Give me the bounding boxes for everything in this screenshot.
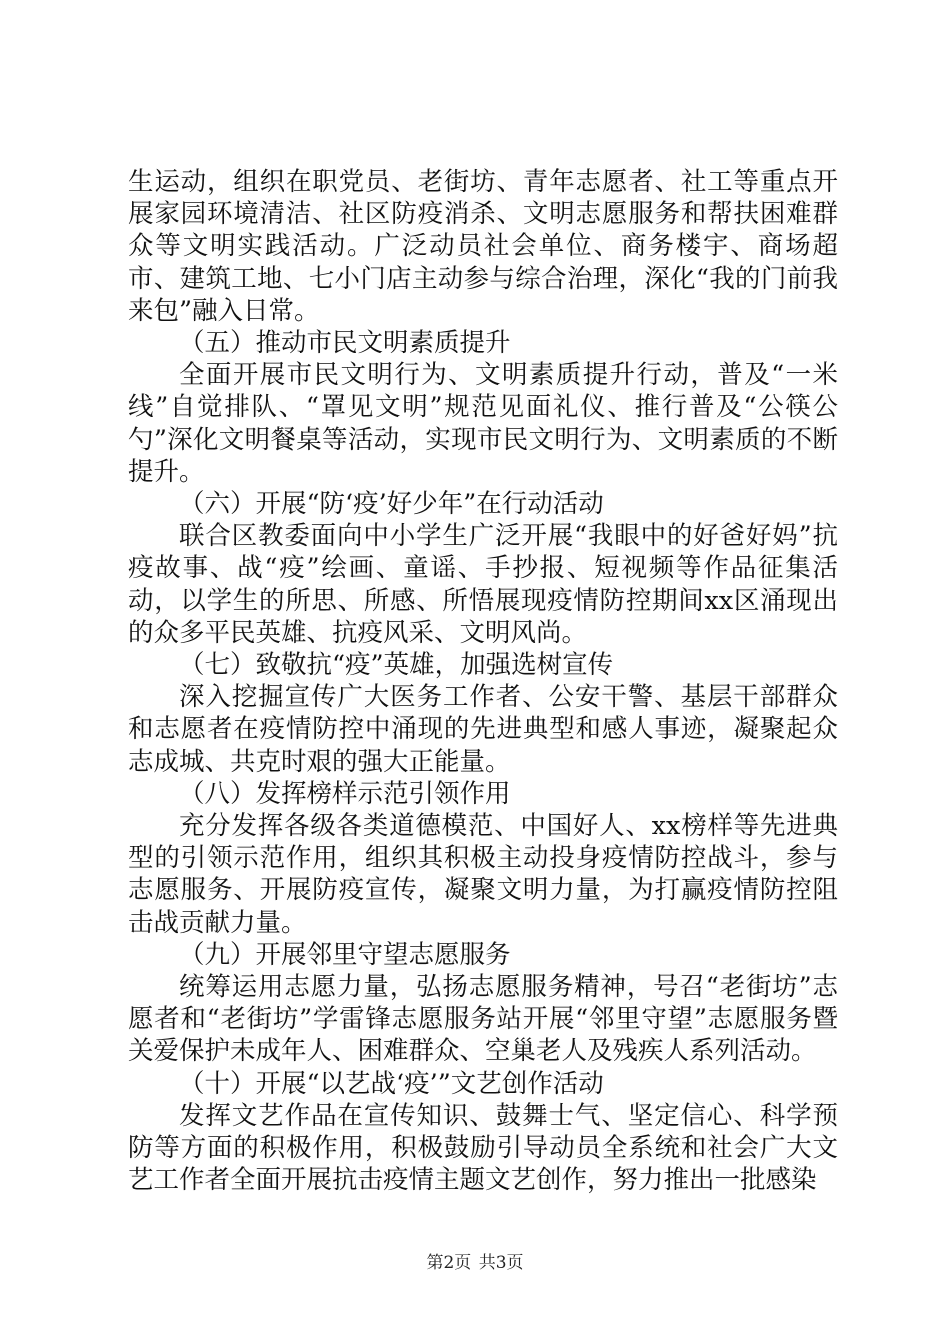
- section-heading-9: （九）开展邻里守望志愿服务: [179, 939, 511, 970]
- section-heading-10: （十）开展“以艺战‘疫’”文艺创作活动: [179, 1068, 604, 1099]
- paragraph-7: 深入挖掘宣传广大医务工作者、公安干警、基层干部群众和志愿者在疫情防控中涌现的先进典型和感人事迹，凝聚起众志成城、共克时艰的强大正能量。: [128, 682, 838, 777]
- paragraph-6: 联合区教委面向中小学生广泛开展“我眼中的好爸好妈”抗疫故事、战“疫”绘画、童谣、手抄报、短视频等作品征集活动，以学生的所思、所感、所悟展现疫情防控期间xx区涌现出的众多平民英雄、抗疫风采、文明风尚。: [128, 521, 838, 648]
- page-footer: 第2页 共3页: [426, 1253, 524, 1273]
- section-heading-5: （五）推动市民文明素质提升: [179, 328, 511, 359]
- section-heading-7: （七）致敬抗“疫”英雄，加强选树宣传: [179, 650, 614, 681]
- paragraph-continuation: 生运动，组织在职党员、老街坊、青年志愿者、社工等重点开展家园环境清洁、社区防疫消杀、文明志愿服务和帮扶困难群众等文明实践活动。广泛动员社会单位、商务楼宇、商场超市、建筑工地、七小门店主动参与综合治理，深化“我的门前我来包”融入日常。: [128, 167, 838, 326]
- paragraph-5: 全面开展市民文明行为、文明素质提升行动，普及“一米线”自觉排队、“罩见文明”规范见面礼仪、推行普及“公筷公勺”深化文明餐桌等活动，实现市民文明行为、文明素质的不断提升。: [128, 360, 838, 487]
- paragraph-9: 统筹运用志愿力量，弘扬志愿服务精神，号召“老街坊”志愿者和“老街坊”学雷锋志愿服务站开展“邻里守望”志愿服务暨关爱保护未成年人、困难群众、空巢老人及残疾人系列活动。: [128, 972, 838, 1067]
- paragraph-8: 充分发挥各级各类道德模范、中国好人、xx榜样等先进典型的引领示范作用，组织其积极主动投身疫情防控战斗，参与志愿服务、开展防疫宣传，凝聚文明力量，为打赢疫情防控阻击战贡献力量。: [128, 811, 838, 938]
- paragraph-10: 发挥文艺作品在宣传知识、鼓舞士气、坚定信心、科学预防等方面的积极作用，积极鼓励引导动员全系统和社会广大文艺工作者全面开展抗击疫情主题文艺创作，努力推出一批感染: [128, 1100, 838, 1196]
- section-heading-8: （八）发挥榜样示范引领作用: [179, 778, 511, 809]
- section-heading-6: （六）开展“防‘疫’好少年”在行动活动: [179, 489, 604, 520]
- document-body: [128, 166, 838, 1197]
